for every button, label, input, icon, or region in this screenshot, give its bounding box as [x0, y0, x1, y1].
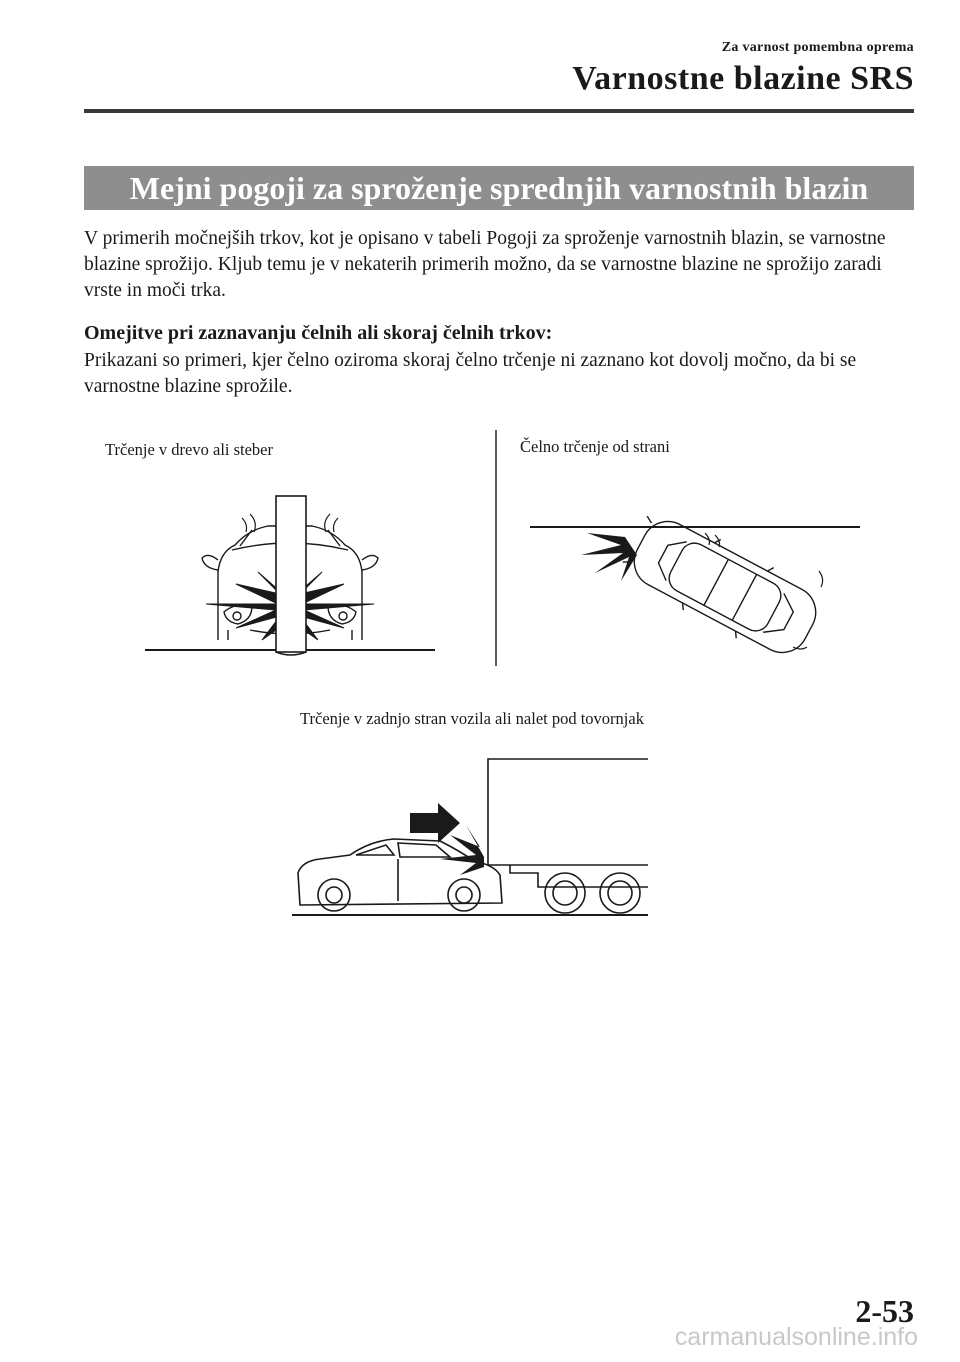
intro-paragraph: V primerih močnejših trkov, kot je opisano v tabeli Pogoji za sproženje varnostnih blazin, se varnostne blazine sprožijo. Kljub temu je v nekaterih primerih možno, da se varnostne blazine ne sprožijo zaradi vrste in moči trka.: [84, 228, 886, 301]
angled-collision-illustration: [525, 515, 865, 665]
subheading: Omejitve pri zaznavanju čelnih ali skoraj čelnih trkov:: [84, 322, 553, 344]
page-number: 2-53: [855, 1293, 914, 1329]
caption-pole-collision: Trčenje v drevo ali steber: [105, 440, 274, 459]
watermark: carmanualsonline.info: [674, 1323, 918, 1351]
caption-angled-collision: Čelno trčenje od strani: [520, 437, 670, 456]
page-title: Varnostne blazine SRS: [572, 60, 914, 97]
figure-divider: [490, 430, 502, 670]
body-paragraph: Prikazani so primeri, kjer čelno oziroma skoraj čelno trčenje ni zaznano kot dovolj močno, da bi se varnostne blazine sprožile.: [84, 350, 857, 397]
pole-collision-illustration: [140, 490, 440, 660]
section-banner: Mejni pogoji za sproženje sprednjih varnostnih blazin: [84, 166, 914, 210]
header-section: Za varnost pomembna oprema: [721, 40, 914, 55]
underride-collision-illustration: [290, 755, 650, 920]
header-rule: [84, 109, 914, 113]
caption-underride-collision: Trčenje v zadnjo stran vozila ali nalet pod tovornjak: [300, 709, 644, 728]
